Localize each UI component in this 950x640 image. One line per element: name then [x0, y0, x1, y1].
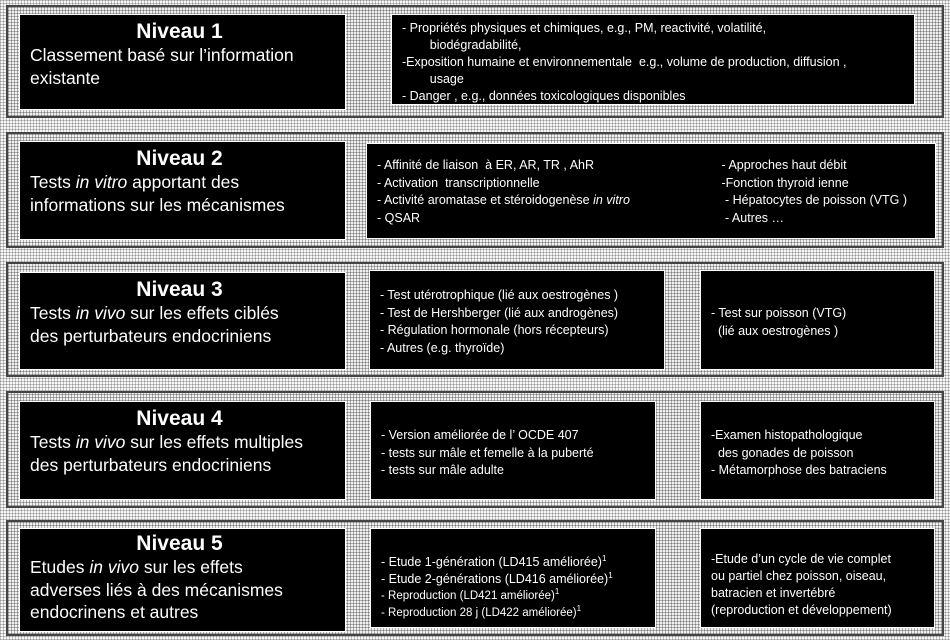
level-3-info-line: (lié aux oestrogènes ) [711, 323, 839, 338]
level-1-info-line: - Propriétés physiques et chimiques, e.g., PM, reactivité, volatilité, [402, 21, 767, 35]
level-1-info-line: -Exposition humaine et environnementale e.g., volume de production, diffusion , [402, 55, 847, 69]
level-5-info-box-left [370, 528, 656, 628]
level-1-info-line: usage [402, 72, 464, 86]
level-4-info-line: - Métamorphose des batraciens [711, 463, 887, 477]
level-5-info-line: batracien et invertébré [711, 586, 836, 600]
level-4-info-line: - tests sur mâle et femelle à la puberté [381, 445, 594, 460]
level-4-title-box [19, 401, 346, 500]
level-3-info-line: - Test sur poisson (VTG) [711, 306, 847, 320]
level-2-info-line: - Affinité de liaison à ER, AR, TR , AhR [377, 158, 595, 172]
level-4-info-box-left [370, 401, 656, 500]
level-2-info-line: - Approches haut débit [721, 158, 847, 172]
level-3-info-line: - Test utérotrophique (lié aux oestrogènes ) [380, 288, 619, 302]
level-5-label: Niveau 5 [136, 532, 223, 555]
level-2-band [6, 132, 944, 248]
level-2-info-line: - QSAR [377, 210, 421, 225]
level-5-info-line: - Reproduction (LD421 améliorée)$^1$ [381, 587, 560, 602]
level-2-label: Niveau 2 [136, 147, 223, 170]
level-3-description: Tests in vivo sur les effets ciblés des perturbateurs endocriniens [30, 303, 279, 346]
level-5-title-box [19, 528, 346, 632]
level-2-info-line: - Activation transcriptionnelle [377, 175, 540, 190]
level-4-info-line: - Version améliorée de l’ OCDE 407 [381, 428, 579, 442]
level-4-description: Tests in vivo sur les effets multiples des perturbateurs endocriniens [30, 432, 303, 475]
level-5-info-line: - Reproduction 28 j (LD422 améliorée)$^1$ [381, 604, 582, 619]
level-2-info-line: - Activité aromatase et stéroidogenèse in vitro [377, 193, 630, 207]
level-4-info-line: -Examen histopathologique [711, 428, 863, 442]
level-3-label: Niveau 3 [136, 278, 223, 301]
level-4-label: Niveau 4 [136, 407, 223, 430]
level-5-info-line: - Etude 1-génération (LD415 améliorée)$^1$ [381, 553, 607, 569]
level-3-title-box [19, 272, 346, 370]
level-4-info-line: des gonades de poisson [711, 445, 854, 460]
level-3-band [6, 262, 944, 377]
level-1-info-box [391, 14, 915, 105]
level-2-info-line: - Autres … [721, 210, 785, 225]
level-5-info-line: -Etude d’un cycle de vie complet [711, 552, 891, 566]
level-2-description: Tests in vitro apportant des informations sur les mécanismes [30, 172, 285, 215]
level-1-info-line: biodégradabilité, [402, 38, 522, 52]
level-5-info-line: (reproduction et développement) [711, 603, 892, 617]
level-5-info-line: - Etude 2-générations (LD416 améliorée)$^1$ [381, 570, 613, 586]
level-3-info-line: - Autres (e.g. thyroïde) [380, 340, 505, 355]
level-5-info-line: ou partiel chez poisson, oiseau, [711, 569, 887, 583]
level-3-info-box-left [369, 270, 665, 370]
level-3-info-line: - Test de Hershberger (lié aux androgènes) [380, 305, 619, 320]
level-2-info-line: - Hépatocytes de poisson (VTG ) [721, 193, 907, 207]
level-1-label: Niveau 1 [136, 20, 223, 43]
level-1-band [6, 5, 944, 118]
level-3-info-box-right [700, 270, 935, 370]
level-5-band [6, 520, 944, 636]
level-5-info-box-right [700, 528, 935, 628]
level-4-band [6, 391, 944, 508]
level-2-info-left-column [377, 157, 630, 227]
level-1-title-box [19, 14, 346, 110]
level-2-info-right-column [722, 157, 908, 227]
level-2-title-box [19, 141, 346, 240]
level-2-info-line: -Fonction thyroid ienne [721, 175, 849, 190]
level-3-info-line: - Régulation hormonale (hors récepteurs) [380, 323, 609, 337]
level-1-info-line: - Danger , e.g., données toxicologiques disponibles [402, 89, 686, 103]
level-1-description: Classement basé sur l’information existante [30, 45, 294, 88]
level-4-info-box-right [700, 401, 935, 500]
level-4-info-line: - tests sur mâle adulte [381, 463, 504, 477]
level-2-info-box [366, 143, 936, 239]
level-5-description: Etudes in vivo sur les effets adverses liés à des mécanismes endocrinens et autres [30, 557, 283, 622]
